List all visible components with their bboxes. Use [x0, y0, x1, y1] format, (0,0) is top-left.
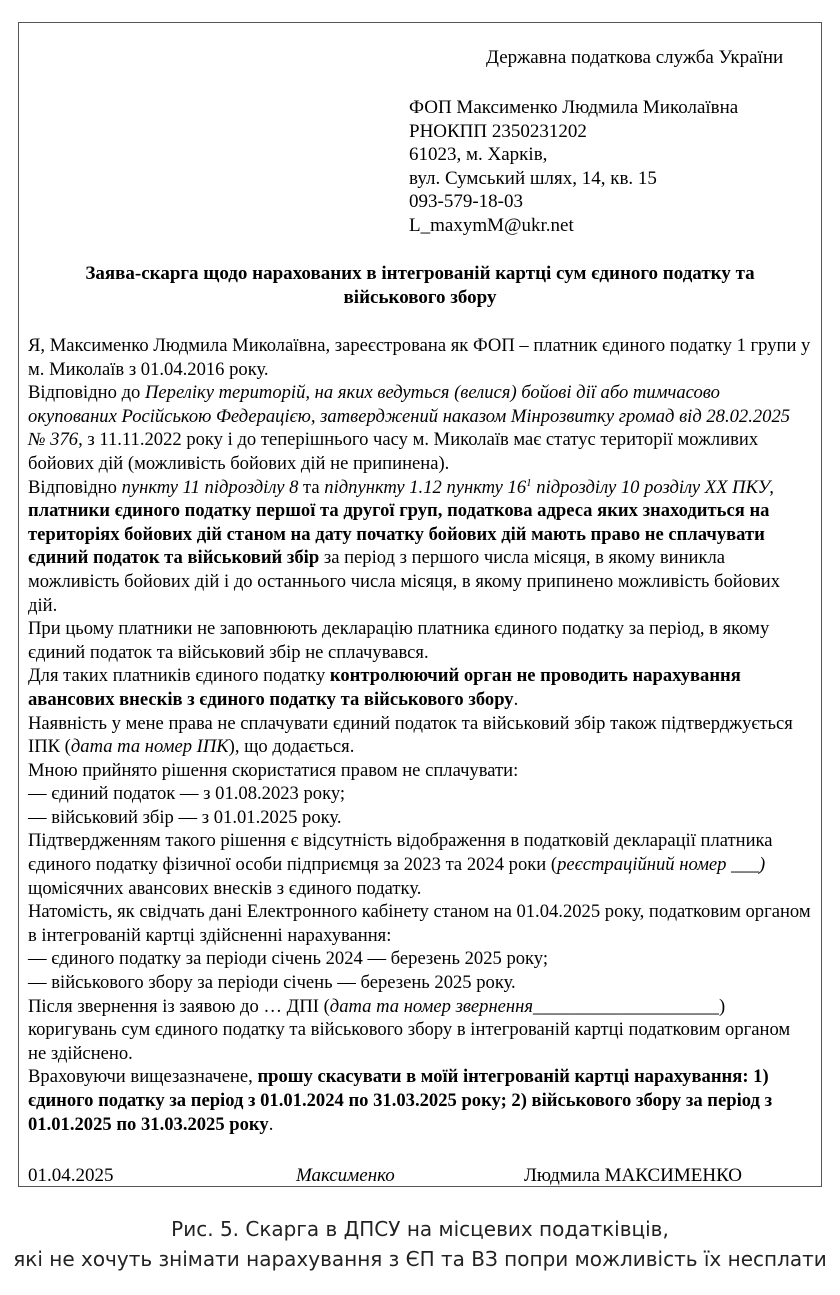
paragraph: Відповідно пункту 11 підрозділу 8 та підпункту 1.12 пункту $16^1$ підрозділу 10 розділу ХХ ПКУ, платники єдиного податку першої та другої груп, податкова адреса яких знаходиться на територіях бойових дій станом на дату початку бойових дій мають право не сплачувати єдиний податок та військовий збір за період з першого числа місяця, в якому виникла можливість бойових дій і до останнього числа місяця, в якому припинено можливість бойових дій. [28, 476, 781, 616]
sender-email: L_maxymM@ukr.net [409, 214, 574, 236]
paragraph: Підтвердженням такого рішення є відсутність відображення в податковій декларації платника єдиного податку фізичної особи підприємця за 2023 та 2024 роки (реєстраційний номер ___) щомісячних авансових внесків з єдиного податку. [28, 830, 773, 899]
paragraph: При цьому платники не заповнюють декларацію платника єдиного податку за період, в якому єдиний податок та військовий збір не сплачувався. [28, 618, 770, 663]
sender-phone: 093-579-18-03 [409, 191, 523, 213]
signature-date: 01.04.2025 [28, 1165, 114, 1186]
paragraph: Після звернення із заявою до … ДПІ (дата та номер звернення____________________) коригувань сум єдиного податку та військового збору в інтегрованій картці податковим органом не здійснено. [28, 995, 791, 1064]
sender-street: вул. Сумський шлях, 14, кв. 15 [409, 167, 657, 189]
paragraph: Наявність у мене права не сплачувати єдиний податок та військовий збір також підтверджується ІПК (дата та номер ІПК), що додається. [28, 712, 793, 758]
sender-city: 61023, м. Харків, [409, 144, 548, 166]
paragraph: Для таких платників єдиного податку контролюючий орган не проводить нарахування авансових внесків з єдиного податку та військового збору. [28, 665, 741, 710]
paragraph: Мною прийнято рішення скористатися правом не сплачувати: [28, 759, 519, 781]
sender-name: ФОП Максименко Людмила Миколаївна [409, 97, 739, 118]
document-body [28, 334, 812, 1136]
document-title [40, 262, 800, 310]
title-line-1: Заява-скарга щодо нарахованих в інтегрованій картці сум єдиного податку та [85, 263, 755, 284]
list-item: — військового збору за періоди січень — березень 2025 року. [28, 972, 516, 994]
list-item: — військовий збір — з 01.01.2025 року. [28, 806, 342, 828]
title-line-2: військового збору [343, 287, 497, 308]
paragraph: Я, Максименко Людмила Миколаївна, зареєстрована як ФОП – платник єдиного податку 1 групи у м. Миколаїв з 01.04.2016 року. [28, 335, 811, 380]
caption-line-2: які не хочуть знімати нарахування з ЄП та ВЗ попри можливість їх несплати [13, 1247, 827, 1271]
sender-block [409, 96, 738, 238]
sender-tax-id: РНОКПП 2350231202 [409, 120, 587, 142]
paragraph: Враховуючи вищезазначене, прошу скасувати в моїй інтегрованій картці нарахування: 1) єдиного податку за період з 01.01.2024 по 31.03.2025 року; 2) військового збору за період з 01.01.2025 по 31.03.2025 року. [28, 1066, 773, 1135]
list-item: — єдиний податок — з 01.08.2023 року; [28, 783, 346, 805]
paragraph: Відповідно до Переліку територій, на яких ведуться (велися) бойові дії або тимчасово окупованих Російською Федерацією, затверджений наказом Мінрозвитку громад від 28.02.2025 № 376, з 11.11.2022 року і до теперішнього часу м. Миколаїв має статус території можливих бойових дій (можливість бойових дій не припинена). [28, 382, 791, 474]
signature-full-name: Людмила МАКСИМЕНКО [524, 1165, 742, 1186]
paragraph: Натомість, як свідчать дані Електронного кабінету станом на 01.04.2025 року, податковим органом в інтегрованій картці здійсненні нарахування: [28, 901, 811, 946]
figure-caption [0, 1214, 840, 1274]
list-item: — єдиного податку за періоди січень 2024 — березень 2025 року; [28, 948, 549, 970]
recipient: Державна податкова служба України [486, 47, 784, 68]
signature-sign: Максименко [296, 1165, 395, 1186]
caption-line-1: Рис. 5. Скарга в ДПСУ на місцевих податківців, [171, 1217, 669, 1241]
